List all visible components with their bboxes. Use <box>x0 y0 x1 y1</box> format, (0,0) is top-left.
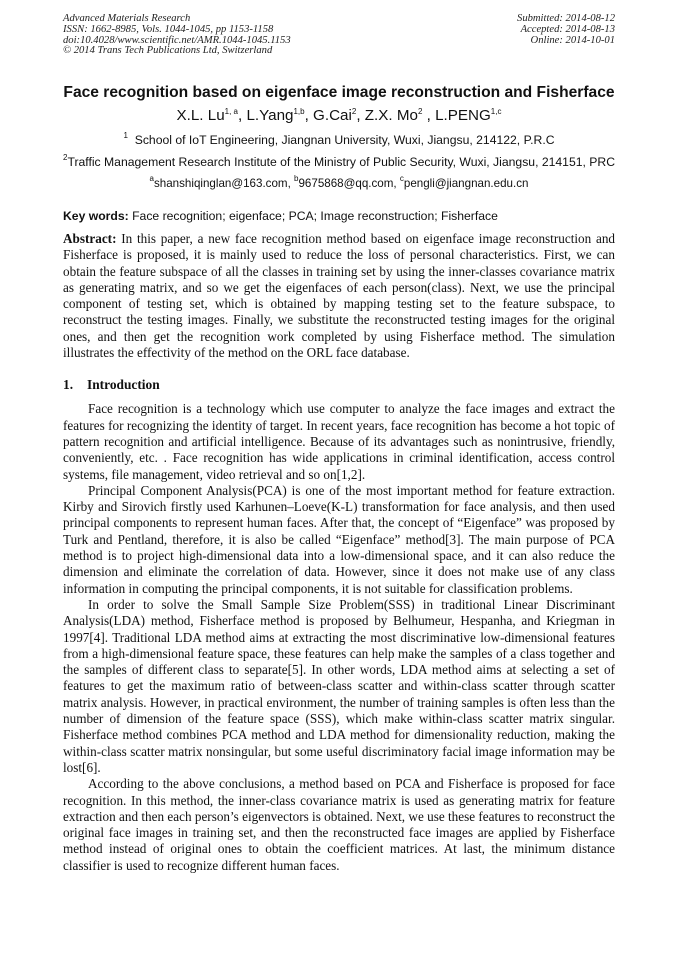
doi-line: doi:10.4028/www.scientific.net/AMR.1044-1045.1153 <box>63 34 291 46</box>
keywords <box>63 208 615 224</box>
paragraph: According to the above conclusions, a method based on PCA and Fisherface is proposed for face recognition. In this method, the inner-class covariance matrix is used as generating matrix for feature extraction and then each person’s eigenvectors is obtained. Next, we use these features to reconstruct the original face images in training set, and then the reconstructed face images are applied by Fisherface method instead of original ones to obtain the coefficient matrices. At last, the minimum distance classifier is used to recognize different human faces. <box>63 776 615 873</box>
separator: , <box>356 107 365 124</box>
section-heading <box>63 377 615 393</box>
paragraph: Principal Component Analysis(PCA) is one of the most important method for feature extraction. Kirby and Sirovich firstly used Karhunen–Loeve(K-L) transformation for face analysis, and then used principal components to represent human faces. After that, the concept of “Eigenface” was proposed by Turk and Pentland, therefore, it is also be called “Eigenface” method[3]. The main purpose of PCA method is to project high-dimensional data into a low-dimensional space, and it can also reduce the dimension and eliminate the correlation of data. However, since it does not make use of any class information in computing the principal components, it is not suitable for classification problems. <box>63 482 615 596</box>
email-superscript: c <box>399 174 404 183</box>
email-link[interactable]: 9675868@qq.com <box>298 177 394 190</box>
separator: , <box>238 107 247 124</box>
publication-dates <box>517 14 615 46</box>
separator: , <box>393 177 400 190</box>
journal-header <box>63 13 615 57</box>
keywords-label: Key words: <box>63 209 129 223</box>
author-emails <box>63 176 615 192</box>
separator: , <box>304 107 314 124</box>
abstract-label: Abstract: <box>63 231 117 246</box>
abstract <box>63 231 615 361</box>
paper-page <box>63 14 615 874</box>
affiliation-text: Traffic Management Research Institute of the Ministry of Public Security, Wuxi, Jiangsu, 214151, PRC <box>67 155 616 169</box>
accepted-date: Accepted: 2014-08-13 <box>520 23 615 35</box>
online-date: Online: 2014-10-01 <box>530 34 615 46</box>
author-name: X.L. Lu <box>176 107 225 124</box>
email-link[interactable]: pengli@jiangnan.edu.cn <box>403 177 529 190</box>
separator: , <box>422 107 436 124</box>
author-name: G.Cai <box>313 107 352 124</box>
email-superscript: b <box>294 174 299 183</box>
section-title: Introduction <box>87 377 160 393</box>
introduction-body <box>63 401 615 874</box>
author-list <box>63 106 615 126</box>
author-name: L.PENG <box>435 107 491 124</box>
copyright-line: © 2014 Trans Tech Publications Ltd, Switzerland <box>63 45 273 57</box>
paper-title: Face recognition based on eigenface image reconstruction and Fisherface <box>63 84 615 101</box>
abstract-text: In this paper, a new face recognition method based on eigenface image reconstruction and Fisherface is proposed, it is mainly used to reduce the loss of personal characteristics. First, we can obtain the feature subspace of all the classes in training set by using the inner-classes covariance matrix as generating matrix, and so we get the eigenfaces of each person(class). Next, we use the principal component of testing set, which is obtained by mapping testing set to the feature subspace, to reconstruct the testing images. Finally, we substitute the reconstructed testing images for the original ones, and then get the recognition work completed by using Fisherface method. The simulation illustrates the effectivity of the method on the ORL face database. <box>63 231 616 361</box>
email-link[interactable]: shanshiqinglan@163.com <box>153 177 288 190</box>
author-superscript: 2 <box>417 107 423 116</box>
author-superscript: 1,b <box>293 107 305 116</box>
affiliation-2 <box>63 154 615 170</box>
section-number: 1. <box>63 377 74 393</box>
author-superscript: 1, a <box>224 107 238 116</box>
keywords-text: Face recognition; eigenface; PCA; Image reconstruction; Fisherface <box>132 209 498 223</box>
paragraph: Face recognition is a technology which use computer to analyze the face images and extract the features for recognizing the identity of target. In recent years, face recognition has become a hot topic of pattern recognition and artificial intelligence. Because of its advantages such as nonintrusive, friendly, conveniently, etc. . Face recognition has wide applications in criminal identification, access control systems, file management, video retrieval and so on[1,2]. <box>63 401 615 482</box>
paragraph: In order to solve the Small Sample Size Problem(SSS) in traditional Linear Discriminant Analysis(LDA) method, Fisherface method is proposed by Belhumeur, Hespanha, and Kriegman in 1997[4]. Traditional LDA method aims at extracting the most discriminative low-dimensional features from a high-dimensional feature space, these features can help make the samples of a class together and the samples of different class to separate[5]. In other words, LDA method aims at selecting a set of features to get the maximum ratio of between-class scatter and within-class scatter through scatter matrix analysis. However, in practical environment, the number of training samples is often less than the number of dimension of the feature space (SSS), which make within-class scatter matrix singular. Fisherface method combines PCA method and LDA method for dimensionality reduction, making the within-class scatter matrix nonsingular, but some useful discriminatory facial image information may be lost[6]. <box>63 596 615 775</box>
submitted-date: Submitted: 2014-08-12 <box>517 13 615 24</box>
affiliation-1 <box>63 132 615 148</box>
author-superscript: 2 <box>351 107 357 116</box>
author-name: L.Yang <box>246 107 294 124</box>
separator: , <box>287 177 295 190</box>
issn-line: ISSN: 1662-8985, Vols. 1044-1045, pp 1153-1158 <box>63 23 274 35</box>
affiliation-superscript: 2 <box>63 153 68 162</box>
author-superscript: 1,c <box>490 107 502 116</box>
journal-name: Advanced Materials Research <box>63 13 191 24</box>
affiliation-superscript: 1 <box>123 131 128 140</box>
journal-info <box>63 14 291 57</box>
affiliation-text: School of IoT Engineering, Jiangnan University, Wuxi, Jiangsu, 214122, P.R.C <box>134 133 555 147</box>
email-superscript: a <box>149 174 154 183</box>
author-name: Z.X. Mo <box>364 107 418 124</box>
